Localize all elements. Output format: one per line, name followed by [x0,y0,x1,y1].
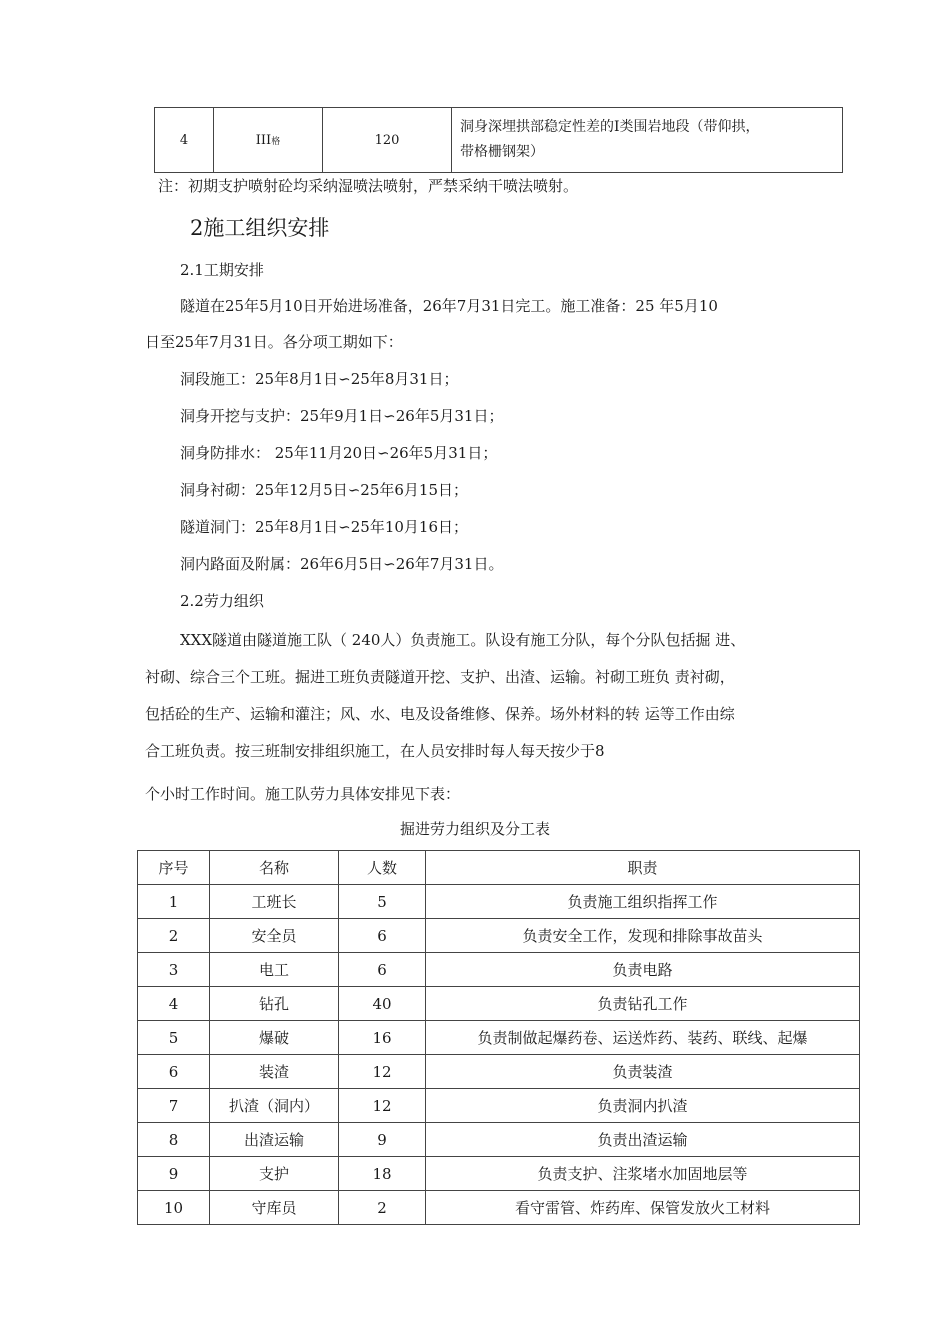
value-cell: 120 [323,108,452,173]
table-row [138,885,860,919]
table-header-row [138,851,860,885]
cell-no: 9 [138,1157,210,1191]
cell-no: 4 [138,987,210,1021]
cell-duty: 负责电路 [426,953,860,987]
cell-duty: 负责支护、注浆堵水加固地层等 [426,1157,860,1191]
cell-count: 6 [339,953,426,987]
cell-no: 6 [138,1055,210,1089]
cell-no: 7 [138,1089,210,1123]
description-cell [452,108,843,173]
cell-name: 装渣 [210,1055,339,1089]
cell-duty: 负责钻孔工作 [426,987,860,1021]
grade-value: III [255,132,272,148]
cell-name: 电工 [210,953,339,987]
header-count: 人数 [339,851,426,885]
cell-name: 钻孔 [210,987,339,1021]
table-row [138,987,860,1021]
cell-duty: 负责制做起爆药卷、运送炸药、装药、联线、起爆 [426,1021,860,1055]
labor-table [137,850,860,1225]
cell-count: 16 [339,1021,426,1055]
cell-count: 40 [339,987,426,1021]
cell-duty: 负责安全工作，发现和排除事故苗头 [426,919,860,953]
header-duty: 职责 [426,851,860,885]
grade-suffix: 格 [271,136,281,147]
labor-paragraph-line: 衬砌、综合三个工班。掘进工班负责隧道开挖、支护、出渣、运输。衬砌工班负 责衬砌， [145,668,735,686]
table-row [138,919,860,953]
labor-paragraph-line: 包括砼的生产、运输和灌注；风、水、电及设备维修、保养。场外材料的转 运等工作由综 [145,705,735,723]
labor-paragraph-line: 个小时工作时间。施工队劳力具体安排见下表： [145,785,461,803]
cell-duty: 负责洞内扒渣 [426,1089,860,1123]
table-row [138,1055,860,1089]
cell-no: 10 [138,1191,210,1225]
schedule-item: 洞身开挖与支护：25年9月1日∽26年5月31日； [180,407,504,425]
cell-no: 8 [138,1123,210,1157]
cell-count: 18 [339,1157,426,1191]
schedule-item: 洞内路面及附属：26年6月5日∽26年7月31日。 [180,555,504,573]
support-table-fragment [154,107,843,173]
table-row [138,1021,860,1055]
cell-name: 扒渣（洞内） [210,1089,339,1123]
table-row [138,1123,860,1157]
row-number: 4 [155,108,214,173]
table-row [138,953,860,987]
table-row [155,108,843,173]
cell-name: 守库员 [210,1191,339,1225]
cell-count: 9 [339,1123,426,1157]
cell-name: 出渣运输 [210,1123,339,1157]
desc-line-2: 带格栅钢架） [460,144,544,160]
labor-paragraph-line: XXX隧道由隧道施工队（ 240人）负责施工。队设有施工分队，每个分队包括掘 进、 [180,631,746,649]
desc-line-1: 洞身深埋拱部稳定性差的Ⅰ类围岩地段（带仰拱， [460,119,760,135]
subsection-title-schedule: 2.1工期安排 [180,261,264,279]
header-no: 序号 [138,851,210,885]
schedule-item: 洞段施工：25年8月1日∽25年8月31日； [180,370,459,388]
cell-count: 2 [339,1191,426,1225]
cell-count: 6 [339,919,426,953]
schedule-item: 洞身防排水： 25年11月20日∽26年5月31日； [180,444,498,462]
table-note: 注：初期支护喷射砼均采纳湿喷法喷射，严禁采纳干喷法喷射。 [158,177,579,195]
cell-no: 5 [138,1021,210,1055]
schedule-item: 洞身衬砌：25年12月5日∽25年6月15日； [180,481,469,499]
cell-name: 安全员 [210,919,339,953]
table-row [138,1157,860,1191]
cell-duty: 看守雷管、炸药库、保管发放火工材料 [426,1191,860,1225]
cell-duty: 负责装渣 [426,1055,860,1089]
cell-name: 爆破 [210,1021,339,1055]
grade-cell [214,108,323,173]
cell-duty: 负责出渣运输 [426,1123,860,1157]
cell-count: 12 [339,1089,426,1123]
cell-name: 工班长 [210,885,339,919]
table-row [138,1089,860,1123]
schedule-item: 隧道洞门：25年8月1日∽25年10月16日； [180,518,469,536]
table-caption: 掘进劳力组织及分工表 [399,820,550,838]
cell-duty: 负责施工组织指挥工作 [426,885,860,919]
header-name: 名称 [210,851,339,885]
table-row [138,1191,860,1225]
schedule-intro-line-1: 隧道在25年5月10日开始进场准备，26年7月31日完工。施工准备：25 年5月10 [180,297,718,315]
subsection-title-labor: 2.2劳力组织 [180,592,264,610]
section-title: 2施工组织安排 [190,216,330,240]
cell-count: 12 [339,1055,426,1089]
cell-no: 2 [138,919,210,953]
cell-no: 3 [138,953,210,987]
labor-paragraph-line: 合工班负责。按三班制安排组织施工，在人员安排时每人每天按少于8 [145,742,605,760]
schedule-intro-line-2: 日至25年7月31日。各分项工期如下： [145,333,403,351]
cell-count: 5 [339,885,426,919]
cell-no: 1 [138,885,210,919]
cell-name: 支护 [210,1157,339,1191]
